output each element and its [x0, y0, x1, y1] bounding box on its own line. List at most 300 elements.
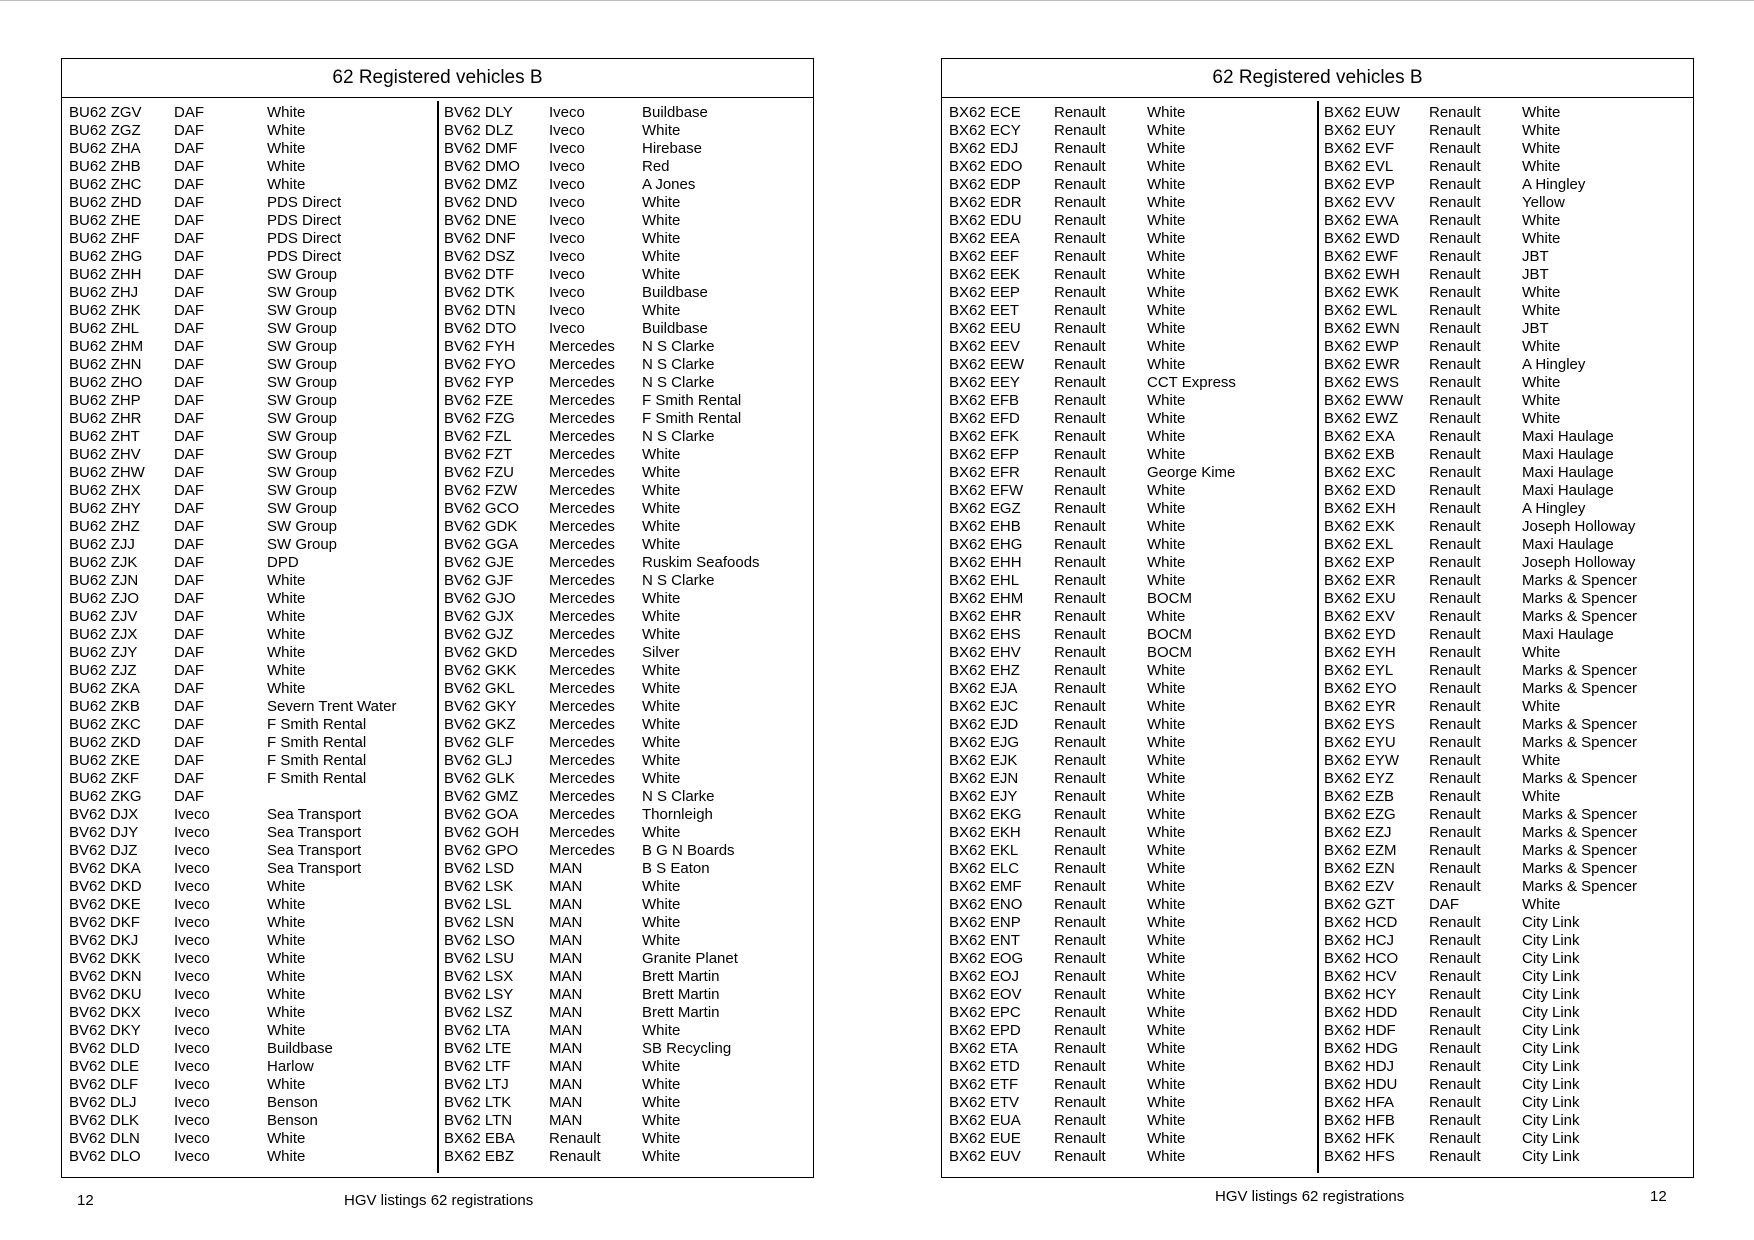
registration: BX62 HFA [1324, 1094, 1395, 1111]
registration: BU62 ZHZ [69, 518, 140, 535]
owner: White [1147, 410, 1186, 427]
make: Renault [1429, 842, 1481, 859]
registration: BU62 ZHN [69, 356, 142, 373]
registration: BX62 EMF [949, 878, 1022, 895]
owner: White [1147, 806, 1186, 823]
vehicle-columns [62, 99, 813, 1177]
make: MAN [549, 1040, 583, 1057]
owner: White [642, 1022, 681, 1039]
owner: PDS Direct [267, 230, 342, 247]
make: Renault [1054, 860, 1106, 877]
owner: White [267, 1004, 306, 1021]
make: Renault [1054, 392, 1106, 409]
page-title: 62 Registered vehicles B [942, 59, 1693, 98]
registration: BV62 DLD [69, 1040, 140, 1057]
owner: White [642, 608, 681, 625]
owner: White [642, 1076, 681, 1093]
make: Renault [1429, 788, 1481, 805]
owner: PDS Direct [267, 248, 342, 265]
registration: BX62 EXH [1324, 500, 1396, 517]
registration: BV62 DLN [69, 1130, 140, 1147]
make: DAF [174, 626, 204, 643]
owner: White [1522, 392, 1561, 409]
make: Renault [1054, 194, 1106, 211]
owner: City Link [1522, 1040, 1580, 1057]
column-divider [1317, 101, 1319, 1173]
make: Iveco [549, 122, 585, 139]
owner: White [267, 158, 306, 175]
owner: White [267, 608, 306, 625]
registration: BV62 LTE [444, 1040, 512, 1057]
owner: Red [642, 158, 670, 175]
registration: BV62 GOH [444, 824, 520, 841]
registration: BX62 HCO [1324, 950, 1399, 967]
make: Renault [1054, 986, 1106, 1003]
owner: Buildbase [642, 104, 708, 121]
registration: BX62 HFB [1324, 1112, 1395, 1129]
owner: White [642, 662, 681, 679]
owner: White [642, 536, 681, 553]
make: Renault [1429, 338, 1481, 355]
owner: Marks & Spencer [1522, 806, 1638, 823]
make: Renault [1054, 752, 1106, 769]
registration: BX62 GZT [1324, 896, 1395, 913]
make: MAN [549, 1076, 583, 1093]
owner: White [642, 626, 681, 643]
owner: White [642, 716, 681, 733]
owner: White [1522, 698, 1561, 715]
make: Renault [1054, 1148, 1106, 1165]
make: MAN [549, 860, 583, 877]
registration: BU62 ZHV [69, 446, 141, 463]
owner: White [642, 680, 681, 697]
registration: BU62 ZHW [69, 464, 145, 481]
registration: BU62 ZJN [69, 572, 139, 589]
vehicle-columns [942, 99, 1693, 1177]
owner: SW Group [267, 266, 338, 283]
registration: BU62 ZHM [69, 338, 144, 355]
registration: BX62 EEW [949, 356, 1025, 373]
make: Mercedes [549, 338, 615, 355]
make: Renault [1054, 446, 1106, 463]
make: Mercedes [549, 842, 615, 859]
make: Renault [1054, 140, 1106, 157]
owner: White [1147, 572, 1186, 589]
make: Iveco [549, 266, 585, 283]
registration: BU62 ZHC [69, 176, 142, 193]
registration: BX62 EHH [949, 554, 1022, 571]
owner: White [642, 122, 681, 139]
owner: White [642, 1148, 681, 1165]
owner: White [1147, 680, 1186, 697]
owner: White [1147, 302, 1186, 319]
registration: BU62 ZGZ [69, 122, 141, 139]
owner: White [1147, 158, 1186, 175]
make: Mercedes [549, 428, 615, 445]
column-divider [437, 101, 439, 1173]
owner: White [267, 1148, 306, 1165]
owner: White [1522, 122, 1561, 139]
owner: Buildbase [642, 284, 708, 301]
make: Mercedes [549, 680, 615, 697]
make: DAF [174, 572, 204, 589]
owner: Maxi Haulage [1522, 536, 1614, 553]
owner: CCT Express [1147, 374, 1236, 391]
registration: BX62 HDJ [1324, 1058, 1395, 1075]
make: Iveco [174, 1094, 210, 1111]
make: Iveco [549, 212, 585, 229]
registration: BV62 DLY [444, 104, 513, 121]
owner: White [1147, 338, 1186, 355]
owner: Maxi Haulage [1522, 446, 1614, 463]
registration: BU62 ZHF [69, 230, 140, 247]
make: Renault [1429, 1094, 1481, 1111]
make: Mercedes [549, 482, 615, 499]
registration: BX62 EJN [949, 770, 1019, 787]
make: Iveco [174, 1040, 210, 1057]
make: DAF [174, 410, 204, 427]
make: Renault [1429, 518, 1481, 535]
make: Renault [1429, 194, 1481, 211]
owner: White [642, 752, 681, 769]
owner: SW Group [267, 284, 338, 301]
registration: BX62 EDP [949, 176, 1021, 193]
registration: BV62 LSZ [444, 1004, 513, 1021]
owner: White [1522, 284, 1561, 301]
registration: BX62 EHG [949, 536, 1023, 553]
owner: White [642, 266, 681, 283]
make: Mercedes [549, 698, 615, 715]
registration: BV62 GJX [444, 608, 515, 625]
registration: BV62 LSN [444, 914, 515, 931]
make: Renault [1429, 104, 1481, 121]
owner: White [1147, 320, 1186, 337]
make: Iveco [174, 986, 210, 1003]
registration: BV62 DMF [444, 140, 518, 157]
make: MAN [549, 986, 583, 1003]
owner: Marks & Spencer [1522, 878, 1638, 895]
registration: BU62 ZHH [69, 266, 142, 283]
registration: BX62 EXC [1324, 464, 1396, 481]
registration: BU62 ZKF [69, 770, 140, 787]
make: Renault [549, 1148, 601, 1165]
make: Renault [1429, 1040, 1481, 1057]
make: Renault [1054, 302, 1106, 319]
owner: White [1147, 266, 1186, 283]
registration: BX62 EHR [949, 608, 1022, 625]
owner: F Smith Rental [267, 734, 367, 751]
registration: BV62 DNF [444, 230, 516, 247]
owner: Marks & Spencer [1522, 590, 1638, 607]
owner: Sea Transport [267, 824, 362, 841]
make: Renault [1054, 572, 1106, 589]
registration: BX62 EOV [949, 986, 1022, 1003]
owner: White [1147, 392, 1186, 409]
registration: BX62 EYW [1324, 752, 1400, 769]
make: Renault [1429, 122, 1481, 139]
make: Renault [1429, 1004, 1481, 1021]
owner: Brett Martin [642, 968, 720, 985]
owner: White [1147, 986, 1186, 1003]
owner: White [1147, 518, 1186, 535]
registration: BU62 ZKC [69, 716, 141, 733]
make: Renault [1429, 176, 1481, 193]
owner: White [267, 176, 306, 193]
owner: White [1147, 788, 1186, 805]
registration: BV62 GLF [444, 734, 515, 751]
owner: White [642, 878, 681, 895]
make: Renault [1054, 932, 1106, 949]
owner: White [1147, 536, 1186, 553]
registration: BX62 EHV [949, 644, 1021, 661]
owner: N S Clarke [642, 374, 715, 391]
owner: Sea Transport [267, 860, 362, 877]
registration: BU62 ZKG [69, 788, 142, 805]
owner: White [642, 302, 681, 319]
registration: BX62 HCY [1324, 986, 1397, 1003]
owner: Marks & Spencer [1522, 680, 1638, 697]
owner: White [1147, 140, 1186, 157]
owner: SW Group [267, 446, 338, 463]
registration: BX62 HDD [1324, 1004, 1398, 1021]
make: Renault [1054, 1130, 1106, 1147]
registration: BX62 EXB [1324, 446, 1395, 463]
make: Renault [1054, 878, 1106, 895]
make: DAF [174, 158, 204, 175]
owner: BOCM [1147, 590, 1192, 607]
registration: BV62 DTO [444, 320, 517, 337]
owner: Marks & Spencer [1522, 824, 1638, 841]
make: Iveco [174, 932, 210, 949]
make: MAN [549, 1004, 583, 1021]
owner: White [1147, 284, 1186, 301]
registration: BX62 EJK [949, 752, 1018, 769]
registration: BX62 EVV [1324, 194, 1395, 211]
make: Renault [1054, 356, 1106, 373]
registration: BV62 LTA [444, 1022, 511, 1039]
registration: BX62 EEV [949, 338, 1020, 355]
registration: BV62 DTN [444, 302, 516, 319]
registration: BV62 DMO [444, 158, 520, 175]
make: Renault [1054, 374, 1106, 391]
owner: White [1147, 734, 1186, 751]
make: MAN [549, 1058, 583, 1075]
registration: BV62 GGA [444, 536, 519, 553]
owner: F Smith Rental [642, 410, 742, 427]
registration: BX62 EFW [949, 482, 1024, 499]
owner: White [267, 122, 306, 139]
registration: BX62 EUE [949, 1130, 1021, 1147]
make: Mercedes [549, 446, 615, 463]
registration: BX62 EVF [1324, 140, 1395, 157]
owner: White [1147, 770, 1186, 787]
make: Renault [1429, 770, 1481, 787]
owner: SW Group [267, 464, 338, 481]
owner: White [1522, 896, 1561, 913]
make: Renault [1054, 410, 1106, 427]
owner: White [642, 896, 681, 913]
registration: BX62 EEP [949, 284, 1020, 301]
registration: BV62 GJF [444, 572, 514, 589]
owner: Maxi Haulage [1522, 626, 1614, 643]
owner: White [642, 212, 681, 229]
make: Mercedes [549, 518, 615, 535]
make: MAN [549, 1112, 583, 1129]
make: DAF [174, 194, 204, 211]
make: Mercedes [549, 770, 615, 787]
owner: White [1147, 860, 1186, 877]
owner: Marks & Spencer [1522, 734, 1638, 751]
make: Iveco [549, 230, 585, 247]
registration: BV62 FZL [444, 428, 512, 445]
registration: BV62 DLK [69, 1112, 140, 1129]
make: Mercedes [549, 608, 615, 625]
make: Iveco [174, 1076, 210, 1093]
registration: BX62 EBZ [444, 1148, 515, 1165]
registration: BV62 DMZ [444, 176, 518, 193]
owner: White [1522, 788, 1561, 805]
make: DAF [174, 230, 204, 247]
registration: BX62 EYS [1324, 716, 1395, 733]
make: Mercedes [549, 554, 615, 571]
owner: White [267, 968, 306, 985]
make: Renault [1429, 446, 1481, 463]
make: DAF [174, 500, 204, 517]
registration: BU62 ZHP [69, 392, 141, 409]
registration: BV62 LTK [444, 1094, 512, 1111]
owner: White [267, 1076, 306, 1093]
make: Renault [1054, 284, 1106, 301]
registration: BX62 EWK [1324, 284, 1400, 301]
registration: BX62 EZV [1324, 878, 1395, 895]
make: DAF [174, 482, 204, 499]
make: Renault [1429, 554, 1481, 571]
make: Renault [1054, 482, 1106, 499]
make: Renault [1429, 374, 1481, 391]
owner: White [1147, 248, 1186, 265]
make: MAN [549, 932, 583, 949]
registration: BV62 FYP [444, 374, 515, 391]
registration: BX62 ECY [949, 122, 1021, 139]
make: DAF [174, 734, 204, 751]
owner: City Link [1522, 986, 1580, 1003]
owner: White [642, 518, 681, 535]
registration: BX62 ETD [949, 1058, 1020, 1075]
registration: BX62 ETF [949, 1076, 1019, 1093]
make: Renault [1054, 320, 1106, 337]
make: Renault [1429, 212, 1481, 229]
registration: BX62 HDG [1324, 1040, 1399, 1057]
registration: BX62 ECE [949, 104, 1021, 121]
registration: BX62 EOJ [949, 968, 1020, 985]
registration: BX62 EDO [949, 158, 1023, 175]
owner: White [1147, 896, 1186, 913]
make: Renault [1054, 104, 1106, 121]
registration: BV62 DKN [69, 968, 142, 985]
owner: B G N Boards [642, 842, 735, 859]
owner: City Link [1522, 914, 1580, 931]
make: Mercedes [549, 716, 615, 733]
registration: BX62 HDU [1324, 1076, 1398, 1093]
owner: City Link [1522, 968, 1580, 985]
owner: White [1147, 698, 1186, 715]
make: Renault [1054, 1004, 1106, 1021]
registration: BU62 ZJK [69, 554, 138, 571]
registration: BX62 EFK [949, 428, 1020, 445]
owner: White [1147, 1076, 1186, 1093]
registration: BX62 EZM [1324, 842, 1397, 859]
registration: BV62 GKY [444, 698, 517, 715]
registration: BX62 ENO [949, 896, 1023, 913]
make: Renault [1429, 284, 1481, 301]
make: Renault [1054, 1040, 1106, 1057]
make: Renault [1054, 212, 1106, 229]
owner: F Smith Rental [267, 752, 367, 769]
owner: SW Group [267, 338, 338, 355]
make: Renault [1054, 806, 1106, 823]
registration: BX62 EWN [1324, 320, 1400, 337]
make: Renault [1054, 248, 1106, 265]
owner: SW Group [267, 356, 338, 373]
make: Iveco [174, 1130, 210, 1147]
make: DAF [174, 266, 204, 283]
make: Renault [1054, 1094, 1106, 1111]
registration: BX62 HCV [1324, 968, 1397, 985]
make: MAN [549, 896, 583, 913]
owner: White [642, 500, 681, 517]
registration: BX62 EXP [1324, 554, 1395, 571]
registration: BX62 EHB [949, 518, 1021, 535]
registration: BX62 HDF [1324, 1022, 1396, 1039]
make: Iveco [549, 320, 585, 337]
registration: BV62 FZG [444, 410, 515, 427]
make: Renault [1429, 158, 1481, 175]
owner: White [267, 680, 306, 697]
make: DAF [174, 518, 204, 535]
registration: BU62 ZKA [69, 680, 140, 697]
registration: BU62 ZJJ [69, 536, 135, 553]
make: MAN [549, 968, 583, 985]
make: Mercedes [549, 500, 615, 517]
registration: BV62 LSO [444, 932, 515, 949]
make: Renault [1054, 590, 1106, 607]
registration: BX62 EUY [1324, 122, 1396, 139]
registration: BU62 ZHY [69, 500, 141, 517]
registration: BX62 EOG [949, 950, 1024, 967]
registration: BV62 GLJ [444, 752, 513, 769]
owner: White [267, 1130, 306, 1147]
owner: City Link [1522, 1130, 1580, 1147]
owner: White [642, 446, 681, 463]
make: Renault [1429, 1058, 1481, 1075]
owner: White [642, 914, 681, 931]
owner: White [267, 590, 306, 607]
make: Renault [1429, 680, 1481, 697]
owner: White [1147, 842, 1186, 859]
owner: Severn Trent Water [267, 698, 397, 715]
make: DAF [174, 788, 204, 805]
owner: White [1147, 446, 1186, 463]
registration: BV62 DKE [69, 896, 141, 913]
registration: BU62 ZHB [69, 158, 141, 175]
registration: BU62 ZKE [69, 752, 140, 769]
make: DAF [174, 176, 204, 193]
owner: PDS Direct [267, 194, 342, 211]
make: DAF [174, 104, 204, 121]
make: Renault [1429, 968, 1481, 985]
make: Renault [1054, 230, 1106, 247]
registration: BV62 GJZ [444, 626, 514, 643]
